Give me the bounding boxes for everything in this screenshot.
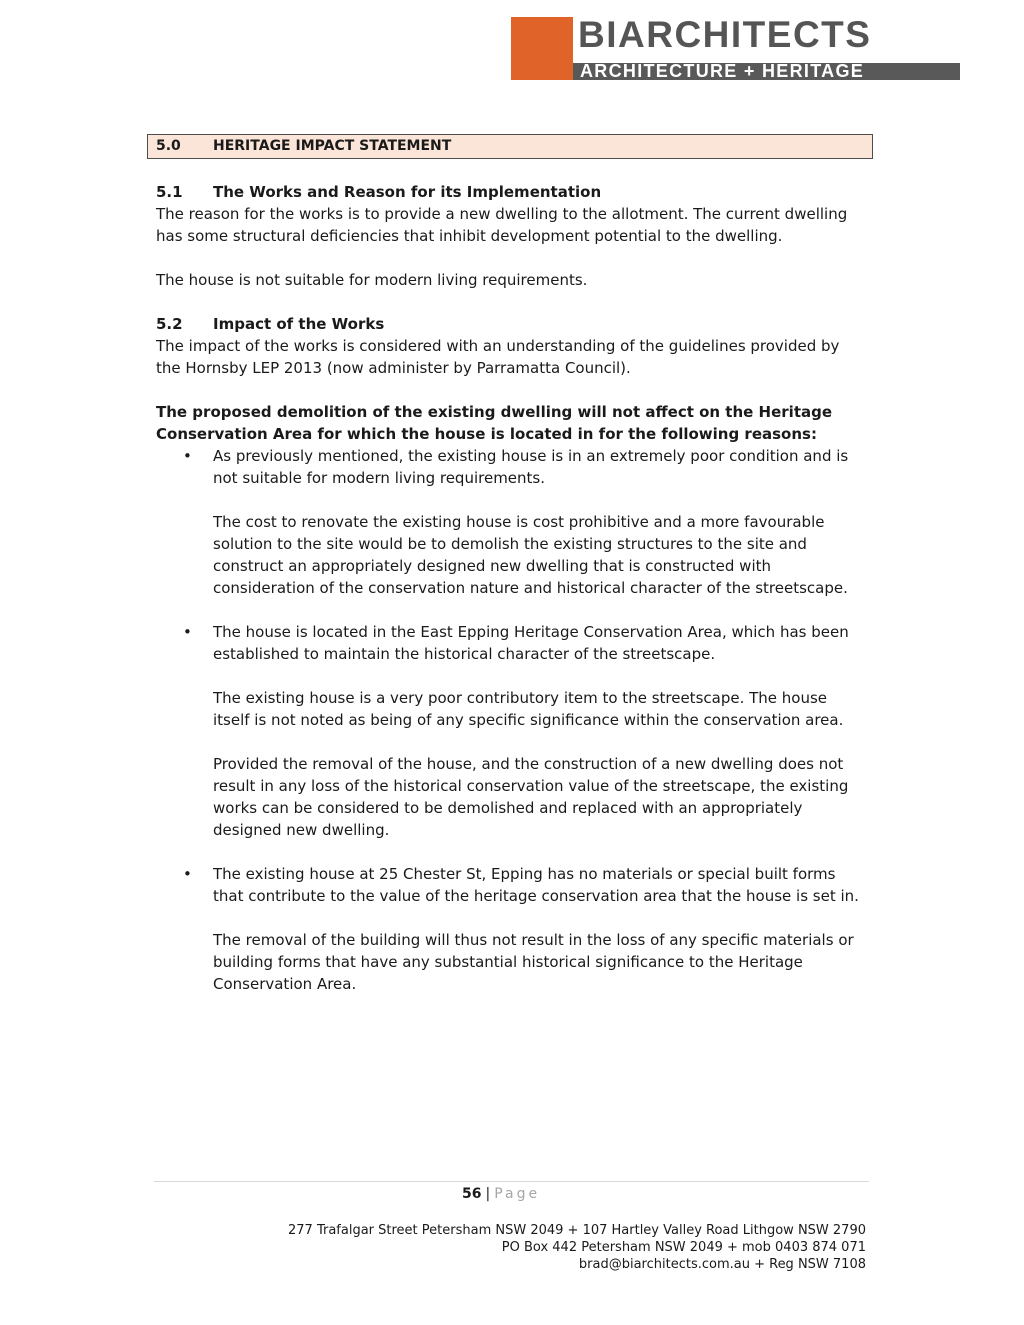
paragraph: As previously mentioned, the existing house is in an extremely poor condition and is not suitable for modern living requirements. — [213, 447, 849, 487]
page-number — [462, 1185, 540, 1203]
subsection-title: Impact of the Works — [213, 315, 385, 333]
subsection-title: The Works and Reason for its Implementation — [213, 183, 602, 201]
logo-name: BIARCHITECTS — [578, 15, 872, 55]
section-number: 5.0 — [156, 138, 181, 154]
list-item — [156, 621, 866, 863]
address-line: PO Box 442 Petersham NSW 2049 + mob 0403 874 071 — [501, 1240, 866, 1255]
address-line: 277 Trafalgar Street Petersham NSW 2049 + 107 Hartley Valley Road Lithgow NSW 2790 — [288, 1223, 866, 1238]
paragraph: The existing house is a very poor contributory item to the streetscape. The house itself is not noted as being of any specific significance within the conservation area. — [213, 689, 844, 729]
footer-address — [288, 1222, 866, 1273]
paragraph: The impact of the works is considered with an understanding of the guidelines provided by the Hornsby LEP 2013 (now administer by Parramatta Council). — [156, 337, 840, 377]
subsection-number: 5.1 — [156, 183, 183, 201]
section-title: HERITAGE IMPACT STATEMENT — [213, 138, 452, 154]
paragraph: The house is not suitable for modern living requirements. — [156, 271, 588, 289]
footer-divider — [154, 1181, 869, 1182]
statement: The proposed demolition of the existing dwelling will not affect on the Heritage Conservation Area for which the house is located in for the following reasons: — [156, 403, 833, 443]
logo-tagline: ARCHITECTURE + HERITAGE — [573, 63, 960, 80]
reasons-list — [156, 445, 866, 995]
list-item — [156, 863, 866, 995]
list-item — [156, 445, 866, 621]
section-heading — [147, 134, 873, 159]
address-line: brad@biarchitects.com.au + Reg NSW 7108 — [578, 1257, 866, 1272]
page-number-value: 56 — [462, 1186, 482, 1202]
paragraph: Provided the removal of the house, and the construction of a new dwelling does not result in any loss of the historical conservation value of the streetscape, the existing works can be considered to be demolished and replaced with an appropriately designed new dwelling. — [213, 755, 849, 839]
page-label: Page — [494, 1186, 541, 1202]
document-body — [156, 181, 866, 995]
paragraph: The house is located in the East Epping Heritage Conservation Area, which has been established to maintain the historical character of the streetscape. — [213, 623, 849, 663]
paragraph: The reason for the works is to provide a new dwelling to the allotment. The current dwelling has some structural deficiencies that inhibit development potential to the dwelling. — [156, 205, 848, 245]
subsection-number: 5.2 — [156, 315, 183, 333]
subsection-heading — [156, 313, 866, 335]
paragraph: The existing house at 25 Chester St, Epping has no materials or special built forms that contribute to the value of the heritage conservation area that the house is set in. — [213, 865, 859, 905]
paragraph: The removal of the building will thus not result in the loss of any specific materials or building forms that have any substantial historical significance to the Heritage Conservation Area. — [213, 931, 854, 993]
bullet-icon: • — [183, 865, 192, 883]
logo-orange-square — [511, 17, 573, 80]
company-logo — [511, 17, 960, 80]
subsection-heading — [156, 181, 866, 203]
bullet-icon: • — [183, 623, 192, 641]
bullet-icon: • — [183, 447, 192, 465]
page-separator: | — [485, 1186, 491, 1202]
paragraph: The cost to renovate the existing house is cost prohibitive and a more favourable solution to the site would be to demolish the existing structures to the site and construct an appropriately designed new dwelling that is constructed with consideration of the conservation nature and historical character of the streetscape. — [213, 513, 848, 597]
